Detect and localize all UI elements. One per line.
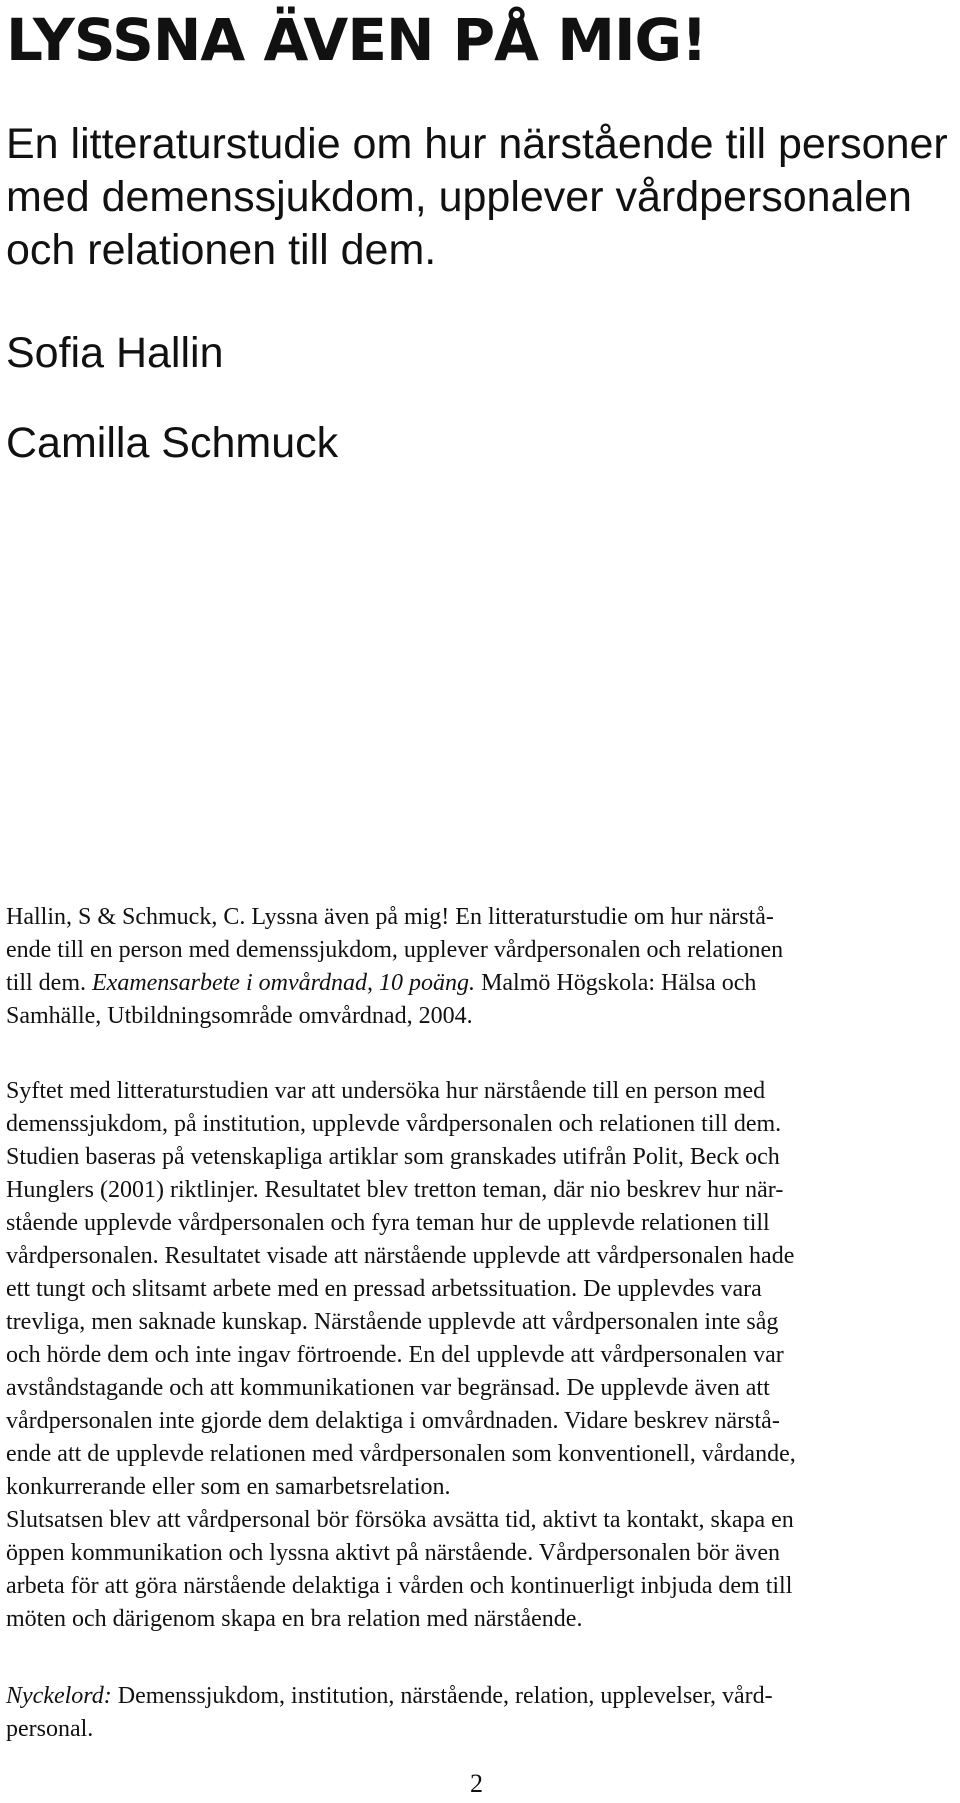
abstract-line: Hunglers (2001) riktlinjer. Resultatet blev tretton teman, där nio beskrev hur när- [6, 1177, 784, 1203]
abstract-line: ett tungt och slitsamt arbete med en pressad arbetssituation. De upplevdes vara [6, 1276, 762, 1302]
abstract-paragraph [6, 1075, 956, 1504]
abstract [6, 1075, 956, 1636]
abstract-paragraph [6, 1504, 956, 1636]
citation-publisher: Malmö Högskola: Hälsa och [481, 970, 757, 996]
keywords [6, 1680, 956, 1746]
subtitle-line: och relationen till dem. [6, 226, 437, 274]
abstract-line: vårdpersonalen inte gjorde dem delaktiga i omvårdnaden. Vidare beskrev närstå- [6, 1408, 780, 1434]
abstract-line: arbeta för att göra närstående delaktiga i vården och kontinuerligt inbjuda dem till [6, 1573, 793, 1599]
abstract-line: demenssjukdom, på institution, upplevde vårdpersonalen och relationen till dem. [6, 1111, 782, 1137]
subtitle-line: En litteraturstudie om hur närstående till personer [6, 120, 948, 168]
abstract-line: Syftet med litteraturstudien var att undersöka hur närstående till en person med [6, 1078, 766, 1104]
citation-publisher: Samhälle, Utbildningsområde omvårdnad, 2004. [6, 1003, 473, 1029]
keywords-text: Demenssjukdom, institution, närstående, relation, upplevelser, vård- [117, 1683, 773, 1709]
keywords-label: Nyckelord: [6, 1683, 112, 1709]
document-subtitle [6, 118, 956, 277]
citation-title: ende till en person med demenssjukdom, upplever vårdpersonalen och relationen [6, 937, 784, 963]
citation-title: Lyssna även på mig! En litteraturstudie om hur närstå- [251, 904, 774, 930]
abstract-line: och hörde dem och inte ingav förtroende. En del upplevde att vårdpersonalen var [6, 1342, 784, 1368]
author-name: Sofia Hallin [6, 329, 224, 377]
abstract-line: Studien baseras på vetenskapliga artiklar som granskades utifrån Polit, Beck och [6, 1144, 780, 1170]
author-name: Camilla Schmuck [6, 419, 339, 467]
keywords-text: personal. [6, 1716, 94, 1742]
abstract-line: trevliga, men saknade kunskap. Närstående upplevde att vårdpersonalen inte såg [6, 1309, 779, 1335]
abstract-line: avståndstagande och att kommunikationen var begränsad. De upplevde även att [6, 1375, 770, 1401]
subtitle-line: med demenssjukdom, upplever vårdpersonalen [6, 173, 912, 221]
citation-authors: Hallin, S & Schmuck, C. [6, 904, 246, 930]
abstract-line: vårdpersonalen. Resultatet visade att närstående upplevde att vårdpersonalen hade [6, 1243, 795, 1269]
abstract-line: stående upplevde vårdpersonalen och fyra teman hur de upplevde relationen till [6, 1210, 770, 1236]
abstract-line: Slutsatsen blev att vårdpersonal bör försöka avsätta tid, aktivt ta kontakt, skapa en [6, 1507, 794, 1533]
citation-thesis: Examensarbete i omvårdnad, 10 poäng. [92, 970, 476, 996]
citation-block [6, 901, 956, 1033]
page-number: 2 [470, 1769, 483, 1798]
citation-title: till dem. [6, 970, 86, 996]
abstract-line: öppen kommunikation och lyssna aktivt på närstående. Vårdpersonalen bör även [6, 1540, 781, 1566]
abstract-line: konkurrerande eller som en samarbetsrelation. [6, 1474, 451, 1500]
abstract-line: ende att de upplevde relationen med vårdpersonalen som konventionell, vårdande, [6, 1441, 796, 1467]
abstract-line: möten och därigenom skapa en bra relation med närstående. [6, 1606, 583, 1632]
document-title: LYSSNA ÄVEN PÅ MIG! [6, 6, 707, 74]
